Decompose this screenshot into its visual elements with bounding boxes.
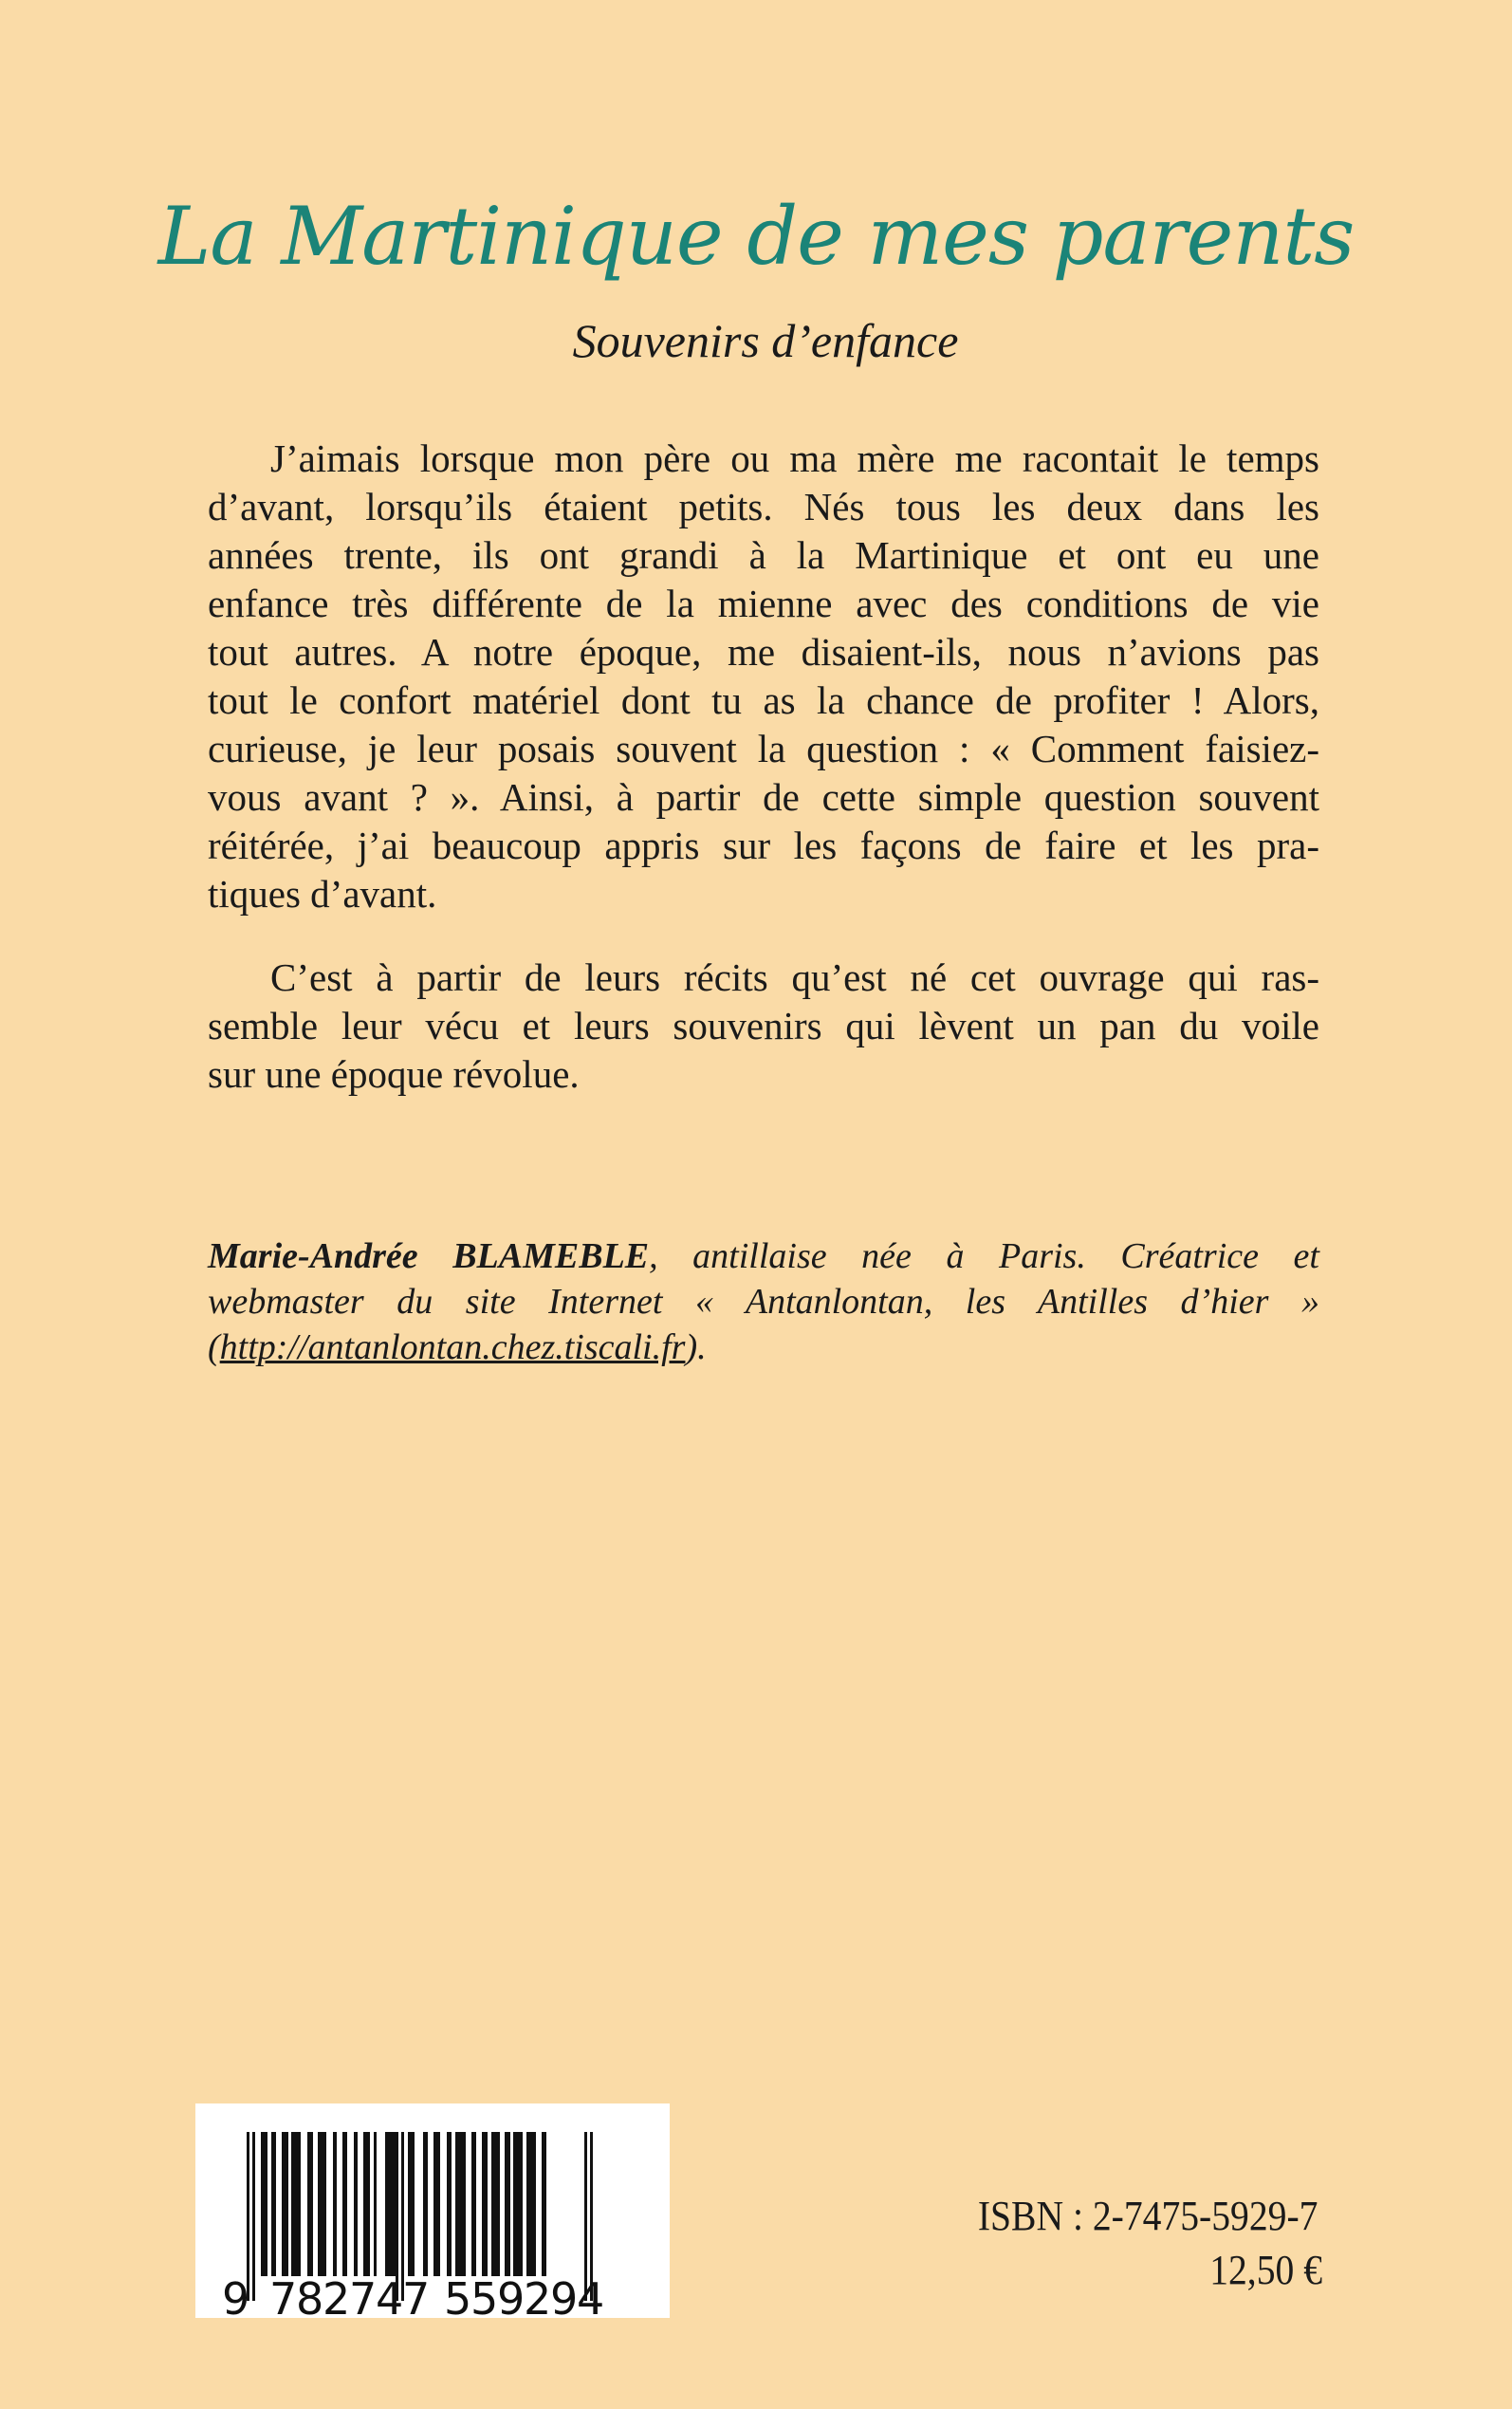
barcode-bar xyxy=(252,2132,255,2301)
paren: ). xyxy=(685,1327,707,1367)
barcode-bar xyxy=(318,2132,326,2276)
barcode-digit: 2 xyxy=(524,2273,552,2318)
barcode-bar xyxy=(433,2132,440,2276)
author-bio xyxy=(208,1233,1319,1370)
text-line: vous avant ? ». Ainsi, à partir de cette simple question souvent xyxy=(208,775,1319,819)
barcode-bar xyxy=(342,2132,347,2276)
barcode-digit: 9 xyxy=(222,2273,250,2318)
isbn-barcode xyxy=(195,2103,670,2318)
barcode-bar xyxy=(491,2132,500,2276)
barcode-digit: 9 xyxy=(550,2273,579,2318)
barcode-bar xyxy=(471,2132,476,2276)
barcode-digit: 5 xyxy=(470,2273,499,2318)
barcode-bar xyxy=(271,2132,276,2276)
barcode-bar xyxy=(455,2132,466,2276)
barcode-bar xyxy=(408,2132,415,2276)
barcode-bar xyxy=(526,2132,536,2276)
barcode-digit: 7 xyxy=(269,2273,298,2318)
price: 12,50 € xyxy=(1209,2247,1322,2293)
text-line: semble leur vécu et leurs souvenirs qui lèvent un pan du voile xyxy=(208,1004,1319,1047)
barcode-graphic xyxy=(195,2103,670,2318)
book-title: La Martinique de mes parents xyxy=(157,190,1355,283)
barcode-bar xyxy=(354,2132,358,2276)
barcode-digit: 4 xyxy=(376,2273,404,2318)
barcode-bar xyxy=(482,2132,488,2276)
barcode-digit: 8 xyxy=(296,2273,324,2318)
barcode-bar xyxy=(363,2132,370,2276)
barcode-bar xyxy=(385,2132,396,2276)
text-line: enfance très différente de la mienne avec des conditions de vie xyxy=(208,582,1319,625)
barcode-bar xyxy=(333,2132,337,2276)
text-line: d’avant, lorsqu’ils étaient petits. Nés tous les deux dans les xyxy=(208,485,1319,528)
barcode-bar xyxy=(513,2132,523,2276)
author-bio-text: , antillaise née à Paris. Créatrice et xyxy=(649,1236,1319,1276)
barcode-bar xyxy=(307,2132,313,2276)
text-line: tout le confort matériel dont tu as la chance de profiter ! Alors, xyxy=(208,678,1319,722)
barcode-digit: 2 xyxy=(323,2273,351,2318)
text-line: tout autres. A notre époque, me disaient-ils, nous n’avions pas xyxy=(208,630,1319,674)
barcode-bar xyxy=(261,2132,267,2276)
text-line: curieuse, je leur posais souvent la question : « Comment faisiez- xyxy=(208,727,1319,770)
book-subtitle: Souvenirs d’enfance xyxy=(572,314,959,367)
website-link[interactable]: http://antanlontan.chez.tiscali.fr xyxy=(219,1327,686,1367)
barcode-bar xyxy=(447,2132,452,2276)
author-name: Marie-Andrée BLAMEBLE xyxy=(208,1236,650,1276)
barcode-bar xyxy=(542,2132,546,2276)
barcode-bar xyxy=(374,2132,377,2276)
barcode-digit: 7 xyxy=(349,2273,378,2318)
blurb-paragraph-1 xyxy=(208,435,1319,918)
barcode-bar xyxy=(505,2132,510,2276)
barcode-digit: 7 xyxy=(402,2273,431,2318)
text-line: J’aimais lorsque mon père ou ma mère me racontait le temps xyxy=(270,436,1319,480)
barcode-bar xyxy=(423,2132,428,2276)
isbn-number: ISBN : 2-7475-5929-7 xyxy=(977,2193,1318,2239)
text-line: C’est à partir de leurs récits qu’est né cet ouvrage qui ras- xyxy=(270,955,1319,999)
text-line: réitérée, j’ai beaucoup appris sur les façons de faire et les pra- xyxy=(208,824,1319,867)
text-line: tiques d’avant. xyxy=(208,872,437,916)
author-bio-line: webmaster du site Internet « Antanlontan, les Antilles d’hier » xyxy=(208,1282,1319,1322)
barcode-bar xyxy=(282,2132,288,2276)
text-line: années trente, ils ont grandi à la Martinique et ont eu une xyxy=(208,533,1319,577)
barcode-digit: 4 xyxy=(577,2273,605,2318)
blurb-paragraph-2 xyxy=(208,954,1319,1099)
text-line: sur une époque révolue. xyxy=(208,1052,580,1096)
barcode-bar xyxy=(291,2132,301,2276)
barcode-digit: 9 xyxy=(497,2273,526,2318)
barcode-digit: 5 xyxy=(444,2273,472,2318)
paren: ( xyxy=(208,1327,220,1367)
